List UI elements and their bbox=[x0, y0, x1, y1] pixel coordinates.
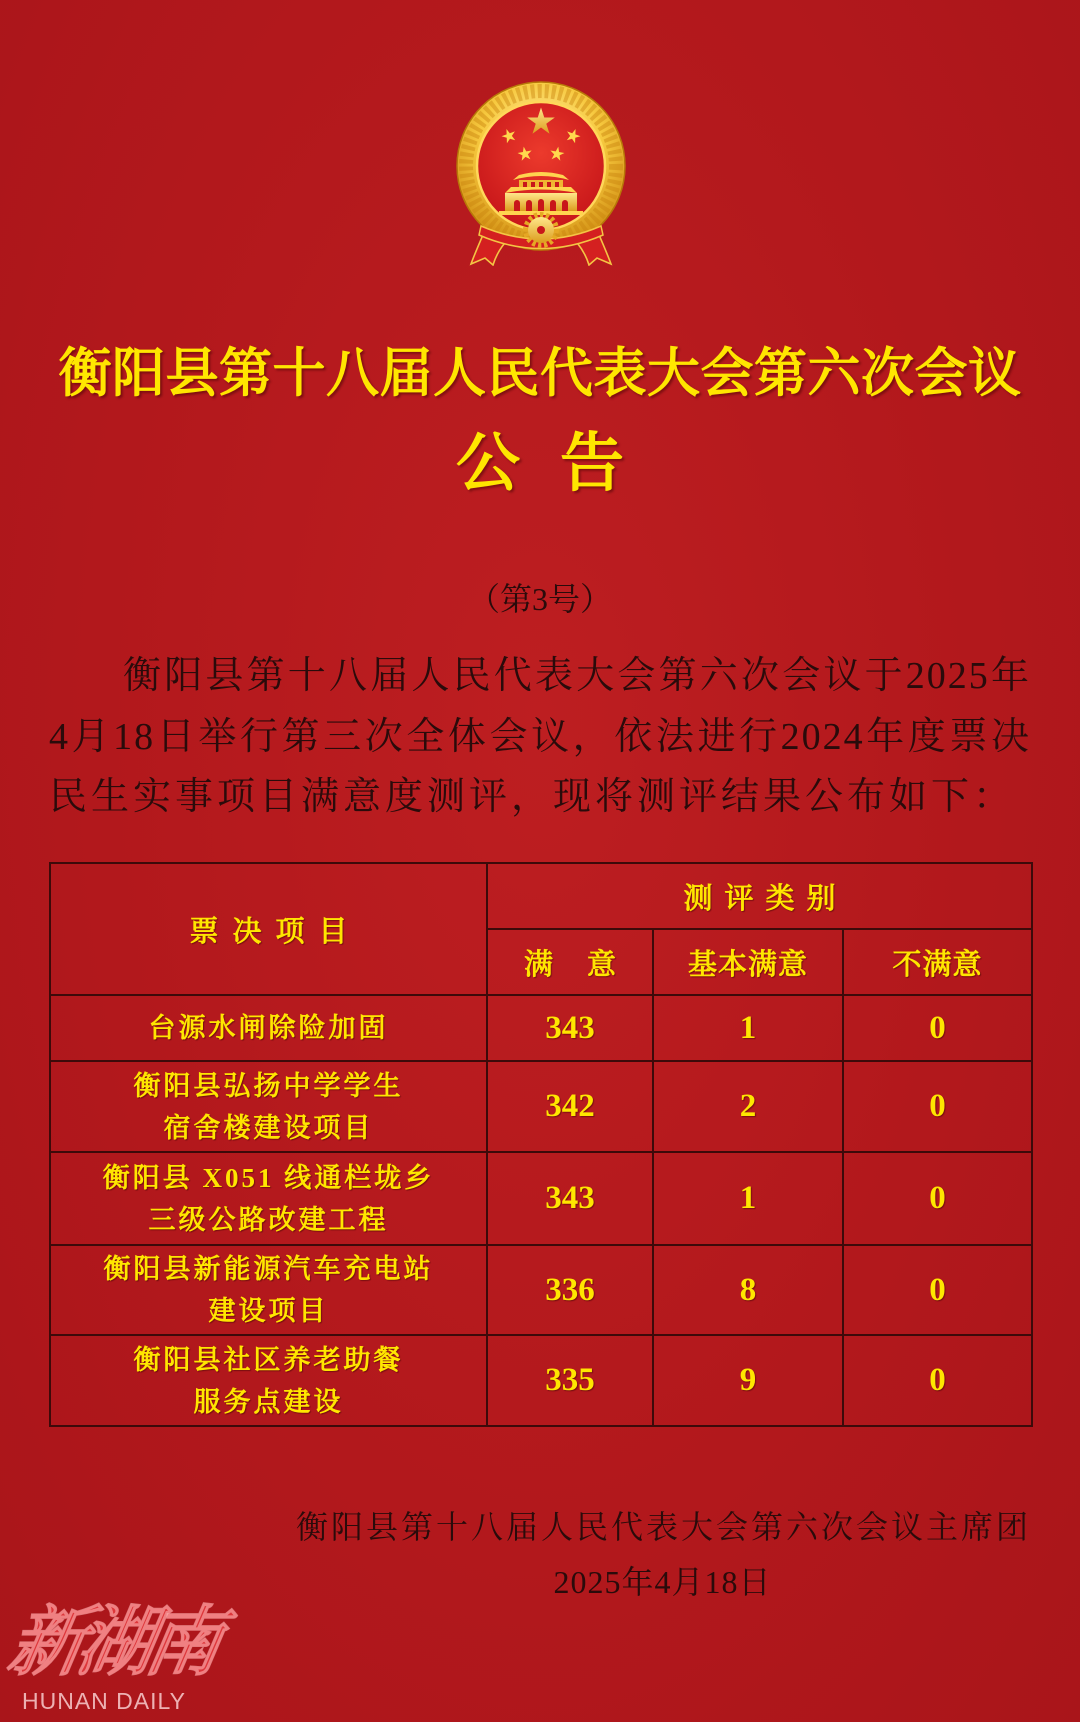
body-line: 民生实事项目满意度测评，现将测评结果公布如下： bbox=[49, 776, 1016, 818]
header-basically-satisfied bbox=[653, 929, 843, 995]
announcement-body bbox=[49, 646, 1031, 828]
announcement-heading-text: 公告 bbox=[456, 428, 664, 499]
satisfied-count: 343 bbox=[487, 995, 653, 1061]
watermark-caption: HUNAN DAILY bbox=[22, 1688, 186, 1714]
header-category-label: 测评类别 bbox=[683, 882, 848, 915]
results-table bbox=[49, 862, 1031, 1427]
satisfied-count: 342 bbox=[487, 1061, 653, 1152]
unsatisfied-count: 0 bbox=[843, 1061, 1032, 1152]
announcement-heading bbox=[0, 429, 1080, 499]
hunan-daily-watermark bbox=[2, 1596, 232, 1720]
signature-block bbox=[294, 1505, 1031, 1604]
table-row bbox=[50, 995, 1032, 1061]
basically-satisfied-count: 1 bbox=[653, 995, 843, 1061]
project-name-line: 衡阳县新能源汽车充电站 bbox=[103, 1254, 434, 1284]
header-satisfied bbox=[487, 929, 653, 995]
issue-date: 2025年4月18日 bbox=[553, 1564, 772, 1600]
results-table-grid bbox=[49, 862, 1033, 1427]
header-project bbox=[50, 863, 487, 995]
basically-satisfied-count: 2 bbox=[653, 1061, 843, 1152]
table-row bbox=[50, 1335, 1032, 1426]
table-row bbox=[50, 1061, 1032, 1152]
project-name-line: 服务点建设 bbox=[193, 1386, 344, 1417]
project-name-line: 衡阳县 X051 线通栏垅乡 bbox=[102, 1162, 435, 1193]
satisfied-count: 335 bbox=[487, 1335, 653, 1426]
header-unsatisfied bbox=[843, 929, 1032, 995]
project-name-line: 三级公路改建工程 bbox=[148, 1204, 389, 1235]
header-basically-satisfied-label: 基本满意 bbox=[687, 948, 808, 981]
project-name-line: 衡阳县社区养老助餐 bbox=[133, 1344, 404, 1375]
table-row bbox=[50, 1245, 1032, 1335]
satisfied-count: 336 bbox=[487, 1245, 653, 1335]
project-name-cell bbox=[50, 1061, 487, 1152]
project-name-line: 衡阳县弘扬中学学生 bbox=[133, 1070, 404, 1101]
project-name-cell bbox=[50, 1152, 487, 1245]
national-emblem-graphic bbox=[453, 80, 629, 266]
basically-satisfied-count: 8 bbox=[653, 1245, 843, 1335]
header-project-label: 票决项目 bbox=[189, 915, 362, 948]
project-name-line: 宿舍楼建设项目 bbox=[163, 1112, 374, 1143]
body-line: 4月18日举行第三次全体会议，依法进行2024年度票决 bbox=[49, 715, 1031, 758]
unsatisfied-count: 0 bbox=[843, 1152, 1032, 1245]
header-category bbox=[487, 863, 1032, 929]
meeting-title: 衡阳县第十八届人民代表大会第六次会议 bbox=[58, 345, 1022, 403]
emblem-gear bbox=[526, 215, 556, 245]
header-unsatisfied-label: 不满意 bbox=[892, 948, 983, 981]
basically-satisfied-count: 9 bbox=[653, 1335, 843, 1426]
project-name-line: 建设项目 bbox=[208, 1296, 329, 1326]
watermark-logo-text: 新湖南 bbox=[2, 1597, 223, 1686]
header-satisfied-label: 满意 bbox=[523, 948, 650, 981]
unsatisfied-count: 0 bbox=[843, 1335, 1032, 1426]
project-name-cell bbox=[50, 1335, 487, 1426]
issuer-name: 衡阳县第十八届人民代表大会第六次会议主席团 bbox=[295, 1509, 1031, 1545]
project-name-cell bbox=[50, 1245, 487, 1335]
body-line: 衡阳县第十八届人民代表大会第六次会议于2025年 bbox=[123, 655, 1031, 697]
satisfied-count: 343 bbox=[487, 1152, 653, 1245]
table-row bbox=[50, 1152, 1032, 1245]
unsatisfied-count: 0 bbox=[843, 1245, 1032, 1335]
project-name-cell bbox=[50, 995, 487, 1061]
national-emblem-icon bbox=[453, 80, 629, 266]
table-header-row bbox=[50, 863, 1032, 929]
basically-satisfied-count: 1 bbox=[653, 1152, 843, 1245]
project-name-line: 台源水闸除险加固 bbox=[148, 1013, 389, 1043]
announcement-number: （第3号） bbox=[467, 581, 612, 617]
unsatisfied-count: 0 bbox=[843, 995, 1032, 1061]
